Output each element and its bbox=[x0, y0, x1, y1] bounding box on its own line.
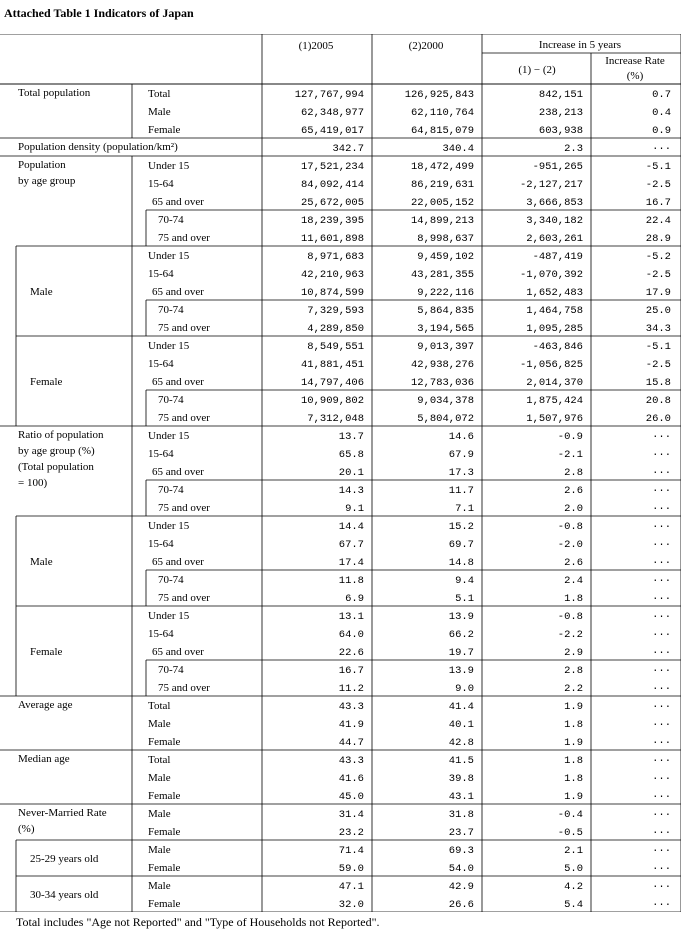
cell-rate: -2.5 bbox=[645, 359, 671, 371]
cell-increase: 2,603,261 bbox=[526, 233, 583, 245]
cell-rate: ··· bbox=[652, 485, 671, 497]
section-label: Male bbox=[30, 556, 53, 568]
header-2000: (2)2000 bbox=[408, 40, 444, 52]
row-category: 75 and over bbox=[158, 412, 210, 424]
cell-2000: 14,899,213 bbox=[410, 215, 474, 227]
cell-rate: ··· bbox=[652, 827, 671, 839]
cell-2005: 10,874,599 bbox=[300, 287, 364, 299]
cell-2005: 25,672,005 bbox=[300, 197, 364, 209]
cell-2005: 45.0 bbox=[338, 791, 364, 803]
cell-2000: 11.7 bbox=[448, 485, 474, 497]
cell-2000: 42.8 bbox=[448, 737, 474, 749]
section-label: Population bbox=[18, 159, 66, 171]
cell-increase: -463,846 bbox=[532, 341, 583, 353]
row-category: Total bbox=[148, 754, 171, 766]
cell-2005: 14.3 bbox=[338, 485, 364, 497]
cell-rate: ··· bbox=[652, 773, 671, 785]
cell-increase: 2.2 bbox=[564, 683, 583, 695]
cell-2005: 9.1 bbox=[345, 503, 364, 515]
cell-2000: 54.0 bbox=[448, 863, 474, 875]
cell-2000: 69.7 bbox=[448, 539, 474, 551]
cell-rate: ··· bbox=[652, 737, 671, 749]
cell-rate: ··· bbox=[652, 683, 671, 695]
cell-2000: 13.9 bbox=[448, 611, 474, 623]
row-category: 75 and over bbox=[158, 232, 210, 244]
cell-2000: 15.2 bbox=[448, 521, 474, 533]
cell-rate: ··· bbox=[652, 611, 671, 623]
cell-2000: 3,194,565 bbox=[417, 323, 474, 335]
indicators-table bbox=[0, 34, 681, 912]
cell-2005: 17,521,234 bbox=[300, 161, 364, 173]
row-category: 65 and over bbox=[152, 466, 204, 478]
cell-2005: 127,767,994 bbox=[294, 89, 364, 101]
cell-rate: -5.2 bbox=[645, 251, 671, 263]
section-label: Female bbox=[30, 376, 63, 388]
row-category: 75 and over bbox=[158, 322, 210, 334]
cell-2005: 11.2 bbox=[338, 683, 364, 695]
cell-increase: 1,507,976 bbox=[526, 413, 583, 425]
row-category: Total bbox=[148, 700, 171, 712]
section-label: Total population bbox=[18, 87, 91, 99]
cell-2005: 41.6 bbox=[338, 773, 364, 785]
cell-rate: 20.8 bbox=[645, 395, 671, 407]
section-label: Average age bbox=[18, 699, 73, 711]
cell-rate: ··· bbox=[652, 701, 671, 713]
row-category: Male bbox=[148, 106, 171, 118]
cell-rate: ··· bbox=[652, 449, 671, 461]
cell-2000: 126,925,843 bbox=[404, 89, 474, 101]
cell-2005: 4,289,850 bbox=[307, 323, 364, 335]
cell-2005: 13.1 bbox=[338, 611, 364, 623]
cell-2005: 31.4 bbox=[338, 809, 364, 821]
cell-increase: 3,340,182 bbox=[526, 215, 583, 227]
cell-increase: -2.2 bbox=[557, 629, 583, 641]
row-category: 75 and over bbox=[158, 592, 210, 604]
section-label: 30-34 years old bbox=[30, 889, 99, 901]
row-category: 15-64 bbox=[148, 628, 174, 640]
cell-increase: -0.8 bbox=[557, 611, 583, 623]
row-category: 70-74 bbox=[158, 304, 184, 316]
row-category: 65 and over bbox=[152, 376, 204, 388]
cell-2005: 41.9 bbox=[338, 719, 364, 731]
cell-increase: 842,151 bbox=[538, 89, 583, 101]
cell-rate: 0.9 bbox=[652, 125, 671, 137]
table-grid bbox=[0, 34, 681, 912]
cell-2000: 12,783,036 bbox=[410, 377, 474, 389]
cell-rate: 26.0 bbox=[645, 413, 671, 425]
cell-2000: 7.1 bbox=[455, 503, 474, 515]
cell-2000: 17.3 bbox=[448, 467, 474, 479]
cell-rate: ··· bbox=[652, 881, 671, 893]
cell-2000: 39.8 bbox=[448, 773, 474, 785]
cell-increase: 1.9 bbox=[564, 701, 583, 713]
cell-increase: 603,938 bbox=[538, 125, 583, 137]
cell-2000: 22,005,152 bbox=[410, 197, 474, 209]
section-label: Never-Married Rate bbox=[18, 807, 107, 819]
cell-2005: 59.0 bbox=[338, 863, 364, 875]
cell-rate: 15.8 bbox=[645, 377, 671, 389]
row-category: 15-64 bbox=[148, 268, 174, 280]
cell-2000: 23.7 bbox=[448, 827, 474, 839]
cell-increase: -0.4 bbox=[557, 809, 583, 821]
row-category: Under 15 bbox=[148, 430, 190, 442]
cell-2000: 14.6 bbox=[448, 431, 474, 443]
cell-rate: -2.5 bbox=[645, 179, 671, 191]
cell-increase: 1.8 bbox=[564, 719, 583, 731]
cell-increase: 1,652,483 bbox=[526, 287, 583, 299]
cell-2005: 22.6 bbox=[338, 647, 364, 659]
section-label: Ratio of population bbox=[18, 429, 104, 441]
cell-2005: 44.7 bbox=[338, 737, 364, 749]
cell-2000: 9,222,116 bbox=[417, 287, 474, 299]
cell-2000: 9,013,397 bbox=[417, 341, 474, 353]
cell-2000: 64,815,079 bbox=[410, 125, 474, 137]
cell-rate: 0.4 bbox=[652, 107, 671, 119]
row-category: 65 and over bbox=[152, 196, 204, 208]
header-rate-line1: Increase Rate bbox=[605, 55, 665, 67]
cell-2005: 23.2 bbox=[338, 827, 364, 839]
section-label: Median age bbox=[18, 753, 70, 765]
page-title: Attached Table 1 Indicators of Japan bbox=[4, 6, 194, 20]
cell-2000: 62,110,764 bbox=[410, 107, 474, 119]
cell-2000: 13.9 bbox=[448, 665, 474, 677]
row-category: 65 and over bbox=[152, 286, 204, 298]
cell-2005: 43.3 bbox=[338, 701, 364, 713]
cell-rate: 16.7 bbox=[645, 197, 671, 209]
cell-rate: ··· bbox=[652, 503, 671, 515]
section-label: Female bbox=[30, 646, 63, 658]
cell-2005: 17.4 bbox=[338, 557, 364, 569]
header-rate-line2: (%) bbox=[626, 70, 644, 82]
cell-2005: 84,092,414 bbox=[300, 179, 364, 191]
row-category: Under 15 bbox=[148, 520, 190, 532]
cell-rate: 0.7 bbox=[652, 89, 671, 101]
cell-increase: 1.8 bbox=[564, 773, 583, 785]
row-category: Under 15 bbox=[148, 340, 190, 352]
cell-2000: 9.4 bbox=[455, 575, 474, 587]
cell-2000: 9.0 bbox=[455, 683, 474, 695]
cell-2000: 67.9 bbox=[448, 449, 474, 461]
cell-2005: 8,549,551 bbox=[307, 341, 364, 353]
cell-2000: 14.8 bbox=[448, 557, 474, 569]
row-category: 75 and over bbox=[158, 682, 210, 694]
cell-2000: 31.8 bbox=[448, 809, 474, 821]
row-category: 15-64 bbox=[148, 358, 174, 370]
cell-2000: 43.1 bbox=[448, 791, 474, 803]
cell-2005: 41,881,451 bbox=[300, 359, 364, 371]
cell-rate: 17.9 bbox=[645, 287, 671, 299]
cell-2005: 6.9 bbox=[345, 593, 364, 605]
cell-2005: 67.7 bbox=[338, 539, 364, 551]
row-category: Male bbox=[148, 844, 171, 856]
cell-2000: 42,938,276 bbox=[410, 359, 474, 371]
row-category: 70-74 bbox=[158, 484, 184, 496]
cell-increase: 238,213 bbox=[538, 107, 583, 119]
cell-increase: 1.8 bbox=[564, 593, 583, 605]
cell-2005: 47.1 bbox=[338, 881, 364, 893]
cell-increase: 2.4 bbox=[564, 575, 583, 587]
cell-2005: 65.8 bbox=[338, 449, 364, 461]
cell-2005: 11.8 bbox=[338, 575, 364, 587]
cell-2005: 7,329,593 bbox=[307, 305, 364, 317]
cell-2005: 10,909,802 bbox=[300, 395, 364, 407]
cell-increase: -0.5 bbox=[557, 827, 583, 839]
section-label: 25-29 years old bbox=[30, 853, 99, 865]
cell-2005: 71.4 bbox=[338, 845, 364, 857]
row-category: 70-74 bbox=[158, 394, 184, 406]
row-category: 15-64 bbox=[148, 178, 174, 190]
cell-2005: 14,797,406 bbox=[300, 377, 364, 389]
cell-2000: 41.4 bbox=[448, 701, 474, 713]
header-2005: (1)2005 bbox=[298, 40, 334, 52]
header-increase-diff: (1) − (2) bbox=[518, 64, 556, 76]
cell-2000: 18,472,499 bbox=[410, 161, 474, 173]
section-label: (%) bbox=[18, 823, 35, 835]
cell-2000: 26.6 bbox=[448, 899, 474, 911]
cell-increase: 1,095,285 bbox=[526, 323, 583, 335]
cell-rate: 28.9 bbox=[645, 233, 671, 245]
row-category: Male bbox=[148, 772, 171, 784]
row-category: Male bbox=[148, 880, 171, 892]
cell-increase: 4.2 bbox=[564, 881, 583, 893]
cell-2005: 43.3 bbox=[338, 755, 364, 767]
cell-increase: 1,875,424 bbox=[526, 395, 583, 407]
cell-rate: ··· bbox=[652, 863, 671, 875]
row-category: 75 and over bbox=[158, 502, 210, 514]
cell-2000: 86,219,631 bbox=[410, 179, 474, 191]
footnote: Total includes "Age not Reported" and "Type of Households not Reported". bbox=[16, 915, 380, 929]
cell-2000: 5,864,835 bbox=[417, 305, 474, 317]
cell-increase: 2.8 bbox=[564, 467, 583, 479]
row-category: 70-74 bbox=[158, 214, 184, 226]
row-category: 15-64 bbox=[148, 538, 174, 550]
cell-increase: -951,265 bbox=[532, 161, 583, 173]
row-category: Female bbox=[148, 736, 181, 748]
cell-increase: 1.9 bbox=[564, 791, 583, 803]
cell-increase: -1,070,392 bbox=[519, 269, 583, 281]
cell-rate: 34.3 bbox=[645, 323, 671, 335]
cell-2000: 66.2 bbox=[448, 629, 474, 641]
row-category: Total bbox=[148, 88, 171, 100]
cell-rate: 25.0 bbox=[645, 305, 671, 317]
section-label: by age group (%) bbox=[18, 445, 95, 457]
cell-2000: 43,281,355 bbox=[410, 269, 474, 281]
cell-2005: 11,601,898 bbox=[300, 233, 364, 245]
row-category: Under 15 bbox=[148, 610, 190, 622]
cell-rate: ··· bbox=[652, 791, 671, 803]
cell-2000: 42.9 bbox=[448, 881, 474, 893]
cell-increase: 2,014,370 bbox=[526, 377, 583, 389]
cell-increase: -2,127,217 bbox=[519, 179, 583, 191]
row-category: 70-74 bbox=[158, 664, 184, 676]
cell-increase: -0.9 bbox=[557, 431, 583, 443]
cell-2000: 69.3 bbox=[448, 845, 474, 857]
cell-increase: 5.0 bbox=[564, 863, 583, 875]
cell-increase: 1.9 bbox=[564, 737, 583, 749]
cell-2005: 65,419,017 bbox=[300, 125, 364, 137]
cell-2005: 62,348,977 bbox=[300, 107, 364, 119]
cell-increase: -487,419 bbox=[532, 251, 583, 263]
header-increase-group: Increase in 5 years bbox=[538, 39, 622, 51]
cell-increase: 1.8 bbox=[564, 755, 583, 767]
cell-increase: -1,056,825 bbox=[519, 359, 583, 371]
cell-rate: ··· bbox=[652, 143, 671, 155]
cell-increase: 2.6 bbox=[564, 557, 583, 569]
cell-2000: 8,998,637 bbox=[417, 233, 474, 245]
cell-2005: 7,312,048 bbox=[307, 413, 364, 425]
cell-rate: 22.4 bbox=[645, 215, 671, 227]
section-label: Population density (population/km²) bbox=[18, 141, 178, 153]
section-label: by age group bbox=[18, 175, 76, 187]
cell-rate: ··· bbox=[652, 665, 671, 677]
cell-increase: 2.3 bbox=[564, 143, 583, 155]
cell-rate: ··· bbox=[652, 467, 671, 479]
cell-increase: -2.0 bbox=[557, 539, 583, 551]
cell-rate: ··· bbox=[652, 575, 671, 587]
cell-increase: 2.1 bbox=[564, 845, 583, 857]
cell-rate: ··· bbox=[652, 755, 671, 767]
cell-2005: 42,210,963 bbox=[300, 269, 364, 281]
row-category: 15-64 bbox=[148, 448, 174, 460]
cell-increase: 1,464,758 bbox=[526, 305, 583, 317]
section-label: = 100) bbox=[18, 477, 48, 489]
row-category: Under 15 bbox=[148, 160, 190, 172]
cell-rate: -5.1 bbox=[645, 161, 671, 173]
row-category: Female bbox=[148, 898, 181, 910]
cell-2005: 32.0 bbox=[338, 899, 364, 911]
cell-2005: 64.0 bbox=[338, 629, 364, 641]
row-category: Female bbox=[148, 124, 181, 136]
cell-rate: ··· bbox=[652, 431, 671, 443]
cell-rate: ··· bbox=[652, 647, 671, 659]
cell-2005: 8,971,683 bbox=[307, 251, 364, 263]
cell-increase: 2.8 bbox=[564, 665, 583, 677]
cell-2000: 41.5 bbox=[448, 755, 474, 767]
section-label: (Total population bbox=[18, 461, 94, 473]
cell-rate: -2.5 bbox=[645, 269, 671, 281]
cell-2000: 19.7 bbox=[448, 647, 474, 659]
cell-2000: 40.1 bbox=[448, 719, 474, 731]
row-category: Under 15 bbox=[148, 250, 190, 262]
cell-increase: 3,666,853 bbox=[526, 197, 583, 209]
cell-rate: ··· bbox=[652, 629, 671, 641]
cell-rate: ··· bbox=[652, 521, 671, 533]
cell-2005: 18,239,395 bbox=[300, 215, 364, 227]
cell-2005: 342.7 bbox=[332, 143, 364, 155]
cell-increase: 5.4 bbox=[564, 899, 583, 911]
row-category: Male bbox=[148, 808, 171, 820]
cell-rate: ··· bbox=[652, 845, 671, 857]
cell-increase: 2.6 bbox=[564, 485, 583, 497]
cell-rate: ··· bbox=[652, 899, 671, 911]
cell-2005: 13.7 bbox=[338, 431, 364, 443]
cell-2000: 5.1 bbox=[455, 593, 474, 605]
cell-2000: 5,804,072 bbox=[417, 413, 474, 425]
row-category: Female bbox=[148, 790, 181, 802]
cell-increase: -0.8 bbox=[557, 521, 583, 533]
cell-rate: ··· bbox=[652, 539, 671, 551]
cell-2000: 9,034,378 bbox=[417, 395, 474, 407]
cell-2005: 20.1 bbox=[338, 467, 364, 479]
row-category: Female bbox=[148, 862, 181, 874]
cell-rate: ··· bbox=[652, 593, 671, 605]
cell-2000: 340.4 bbox=[442, 143, 474, 155]
section-label: Male bbox=[30, 286, 53, 298]
row-category: 70-74 bbox=[158, 574, 184, 586]
cell-rate: ··· bbox=[652, 557, 671, 569]
cell-rate: ··· bbox=[652, 809, 671, 821]
cell-increase: 2.9 bbox=[564, 647, 583, 659]
row-category: Male bbox=[148, 718, 171, 730]
row-category: 65 and over bbox=[152, 646, 204, 658]
cell-increase: -2.1 bbox=[557, 449, 583, 461]
cell-2000: 9,459,102 bbox=[417, 251, 474, 263]
cell-2005: 16.7 bbox=[338, 665, 364, 677]
cell-2005: 14.4 bbox=[338, 521, 364, 533]
cell-rate: ··· bbox=[652, 719, 671, 731]
row-category: Female bbox=[148, 826, 181, 838]
row-category: 65 and over bbox=[152, 556, 204, 568]
cell-increase: 2.0 bbox=[564, 503, 583, 515]
cell-rate: -5.1 bbox=[645, 341, 671, 353]
